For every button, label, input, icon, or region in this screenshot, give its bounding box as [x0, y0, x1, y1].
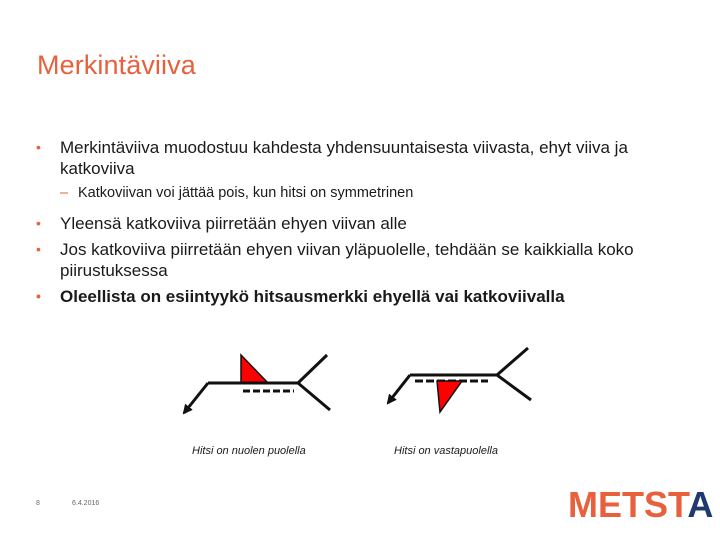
tail-lower-line	[298, 383, 330, 410]
bullet-dot-icon: •	[36, 215, 41, 231]
dash-icon: –	[60, 185, 69, 201]
sub-bullet-text: Katkoviivan voi jättää pois, kun hitsi on symmetrinen	[78, 185, 414, 201]
weld-symbol-arrow-side	[184, 355, 330, 413]
bullet-dot-icon: •	[36, 288, 41, 304]
bullet-text: Yleensä katkoviiva piirretään ehyen viivan alle	[60, 214, 407, 233]
bullet-text: Jos katkoviiva piirretään ehyen viivan yläpuolelle, tehdään se kaikkialla koko piirustuksessa	[60, 240, 634, 280]
tail-lower-line	[497, 375, 531, 400]
metsta-logo	[568, 484, 714, 525]
bullet-list	[36, 137, 696, 312]
footer-date: 6.4.2016	[72, 500, 100, 507]
bullet-text: Oleellista on esiintyykö hitsausmerkki ehyellä vai katkoviivalla	[60, 287, 565, 306]
bullet-dot-icon: •	[36, 241, 41, 257]
arrow-line	[388, 375, 410, 403]
slide-title: Merkintäviiva	[37, 50, 196, 80]
tail-upper-line	[497, 348, 528, 375]
tail-upper-line	[298, 355, 327, 383]
arrow-line	[184, 383, 208, 413]
bullet-text: Merkintäviiva muodostuu kahdesta yhdensuuntaisesta viivasta, ehyt viiva ja katkoviiva	[60, 138, 628, 178]
bullet-item	[36, 213, 696, 234]
bullet-item	[36, 239, 696, 281]
sub-bullet-item	[36, 184, 696, 203]
page-number: 8	[36, 500, 40, 507]
bullet-item	[36, 286, 696, 307]
weld-triangle-icon	[241, 355, 268, 383]
weld-symbol-other-side	[388, 348, 531, 412]
logo-text-main: METST	[568, 484, 688, 525]
weld-diagrams	[0, 340, 720, 440]
caption-other-side: Hitsi on vastapuolella	[394, 445, 498, 457]
caption-arrow-side: Hitsi on nuolen puolella	[192, 445, 306, 457]
bullet-item	[36, 137, 696, 179]
logo-text-accent: A	[687, 484, 714, 525]
weld-triangle-icon	[437, 381, 462, 412]
bullet-dot-icon: •	[36, 139, 41, 155]
